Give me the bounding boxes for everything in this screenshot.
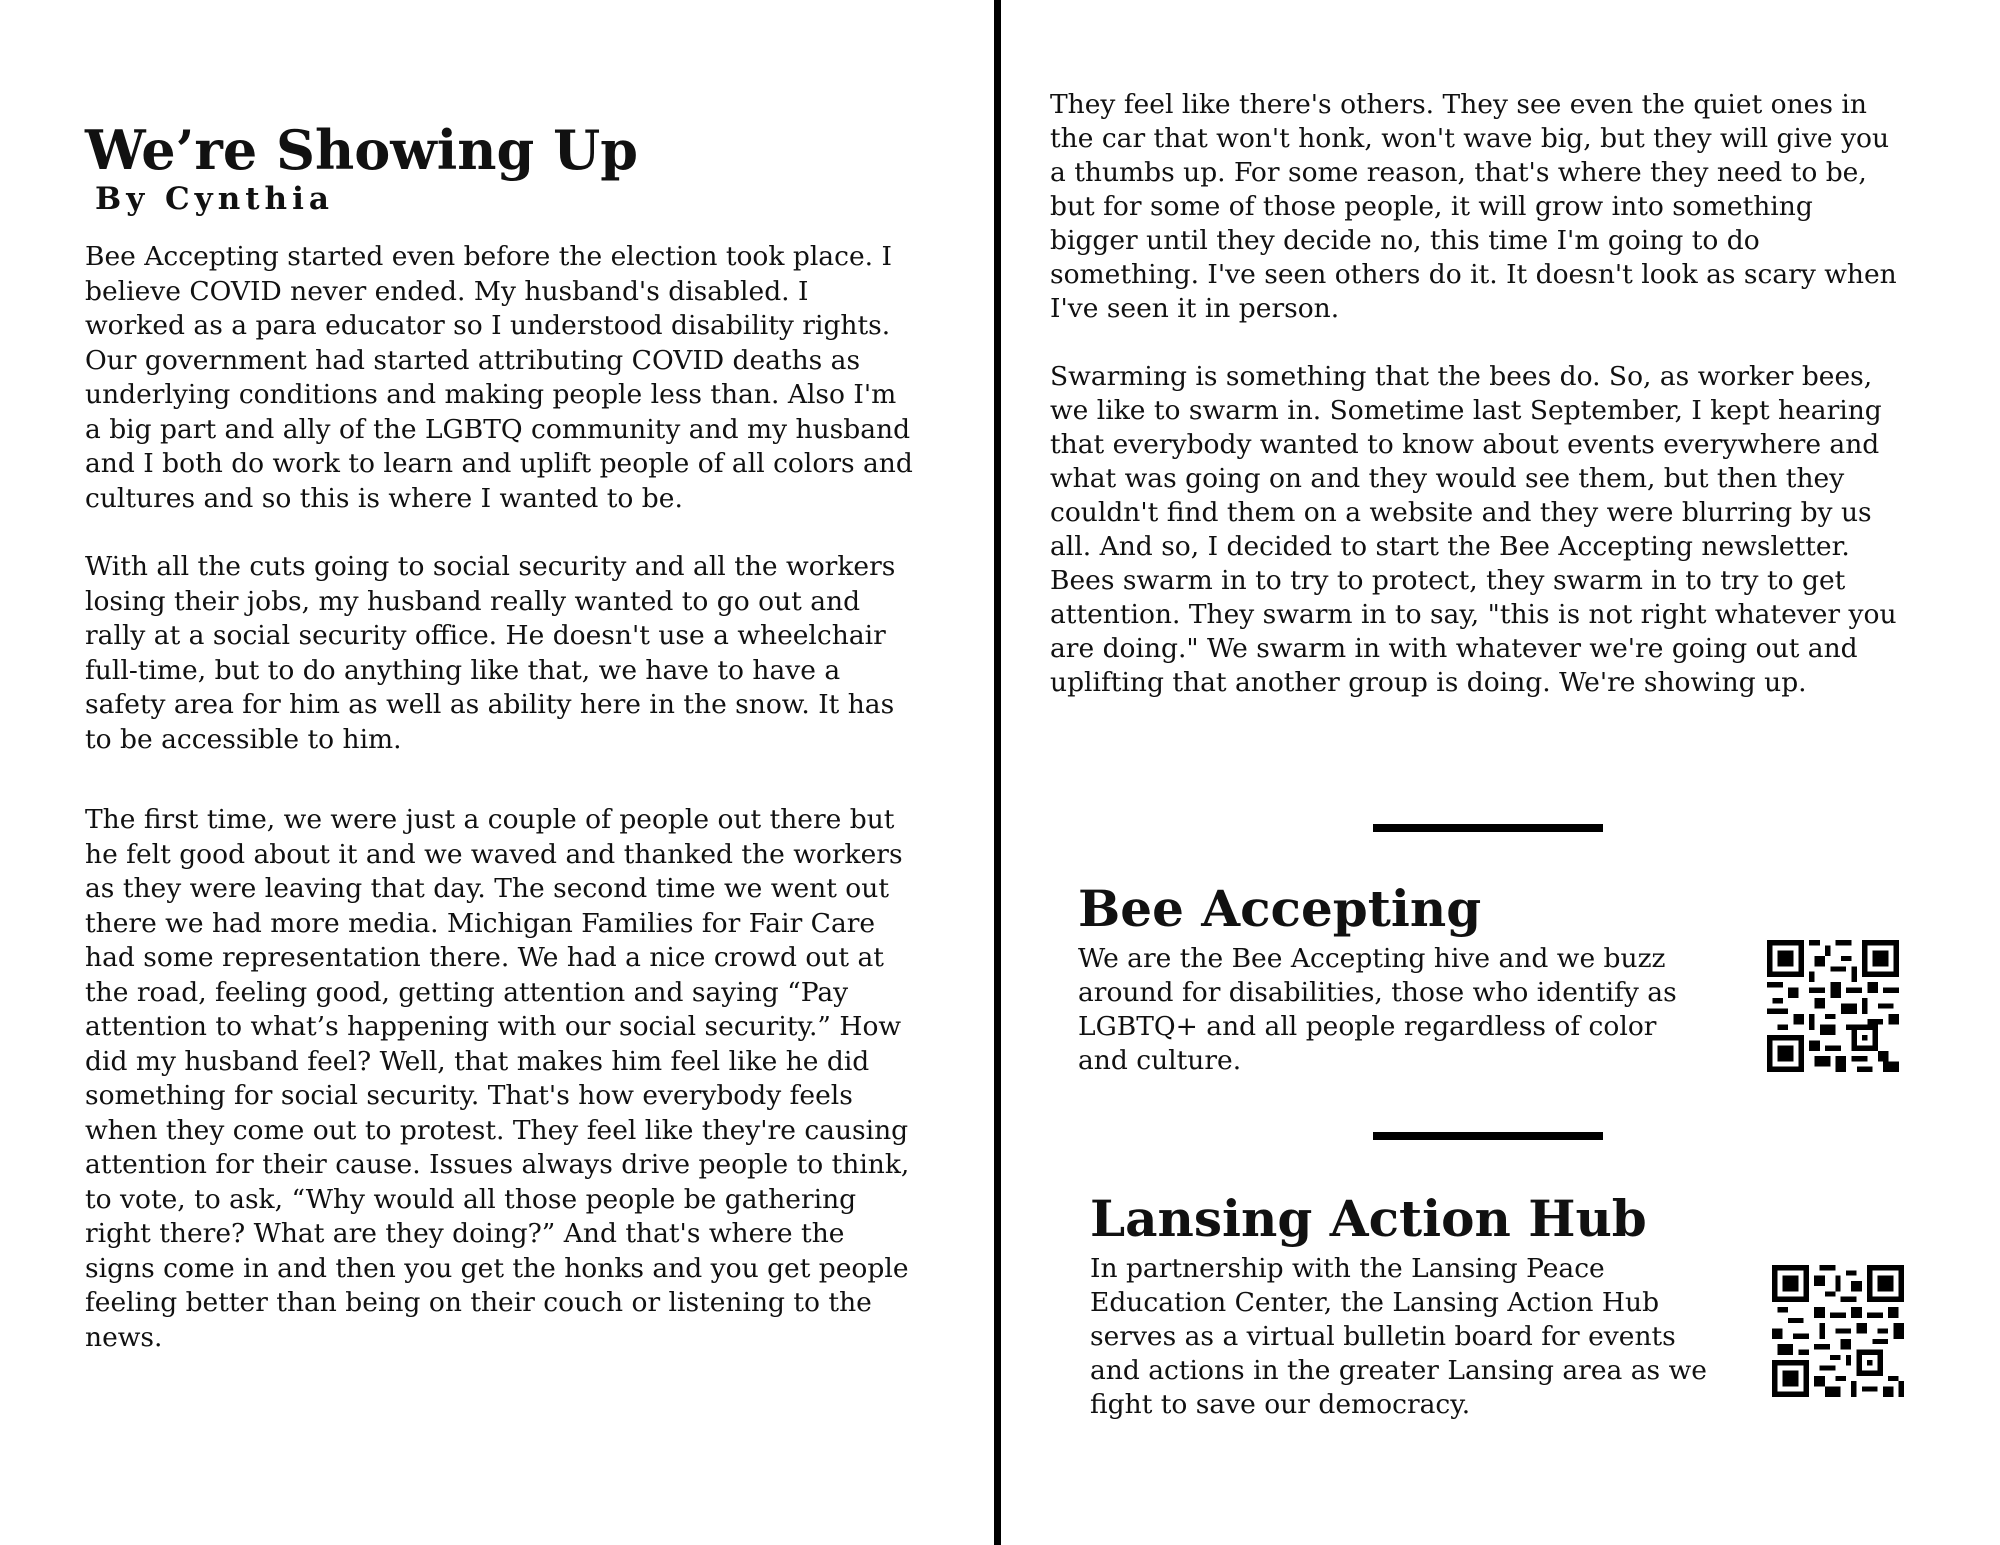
promo-title: Lansing Action Hub <box>1090 1189 1647 1248</box>
promo-bee-accepting <box>1078 880 1698 1078</box>
article-title: We’re Showing Up <box>85 118 638 182</box>
promo-body: We are the Bee Accepting hive and we buzz around for disabilities, those who identify as LGBTQ+ and all people regardless of color and culture. <box>1078 943 1677 1076</box>
promo-lansing-action-hub <box>1090 1190 1710 1422</box>
qr-code-icon[interactable] <box>1772 1265 1904 1397</box>
article-paragraph: They feel like there's others. They see even the quiet ones in the car that won't honk, won't wave big, but they will give you a thumbs up. For some reason, that's where they need to be, but for some of those people, it will grow into something bigger until they decide no, this time I'm going to do something. I've seen others do it. It doesn't look as scary when I've seen it in person. <box>1050 89 1897 324</box>
article-paragraph: The first time, we were just a couple of people out there but he felt good about it and we waved and thanked the workers as they were leaving that day. The second time we went out there we had more media. Michigan Families for Fair Care had some representation there. We had a nice crowd out at the road, feeling good, getting attention and saying “Pay attention to what’s happening with our social security.” How did my husband feel? Well, that makes him feel like he did something for social security. That's how everybody feels when they come out to protest. They feel like they're causing attention for their cause. Issues always drive people to think, to vote, to ask, “Why would all those people be gathering right there? What are they doing?” And that's where the signs come in and then you get the honks and you get people feeling better than being on their couch or listening to the news. <box>85 804 910 1353</box>
page-divider <box>994 0 1001 1545</box>
section-rule <box>1373 1132 1603 1140</box>
section-rule <box>1373 824 1603 832</box>
article-paragraph: With all the cuts going to social security and all the workers losing their jobs, my husband really wanted to go out and rally at a social security office. He doesn't use a wheelchair full-time, but to do anything like that, we have to have a safety area for him as well as ability here in the snow. It has to be accessible to him. <box>85 551 896 755</box>
article-paragraph: Swarming is something that the bees do. So, as worker bees, we like to swarm in. Sometime last September, I kept hearing that everybody wanted to know about events everywhere and what was going on and they would see them, but then they couldn't find them on a website and they were blurring by us all. And so, I decided to start the Bee Accepting newsletter. Bees swarm in to try to protect, they swarm in to try to get attention. They swarm in to say, "this is not right whatever you are doing." We swarm in with whatever we're going out and uplifting that another group is doing. We're showing up. <box>1050 361 1897 698</box>
article-right-column <box>1050 88 1900 734</box>
article-paragraph: Bee Accepting started even before the election took place. I believe COVID never ended. My husband's disabled. I worked as a para educator so I understood disability rights. Our government had started attributing COVID deaths as underlying conditions and making people less than. Also I'm a big part and ally of the LGBTQ community and my husband and I both do work to learn and uplift people of all colors and cultures and so this is where I wanted to be. <box>85 241 913 514</box>
article-byline: By Cynthia <box>95 181 334 217</box>
promo-body: In partnership with the Lansing Peace Education Center, the Lansing Action Hub serves as a virtual bulletin board for events and actions in the greater Lansing area as we fight to save our democracy. <box>1090 1253 1707 1420</box>
qr-code-icon[interactable] <box>1767 940 1899 1072</box>
article-left-column <box>85 120 915 1389</box>
promo-title: Bee Accepting <box>1078 879 1482 938</box>
